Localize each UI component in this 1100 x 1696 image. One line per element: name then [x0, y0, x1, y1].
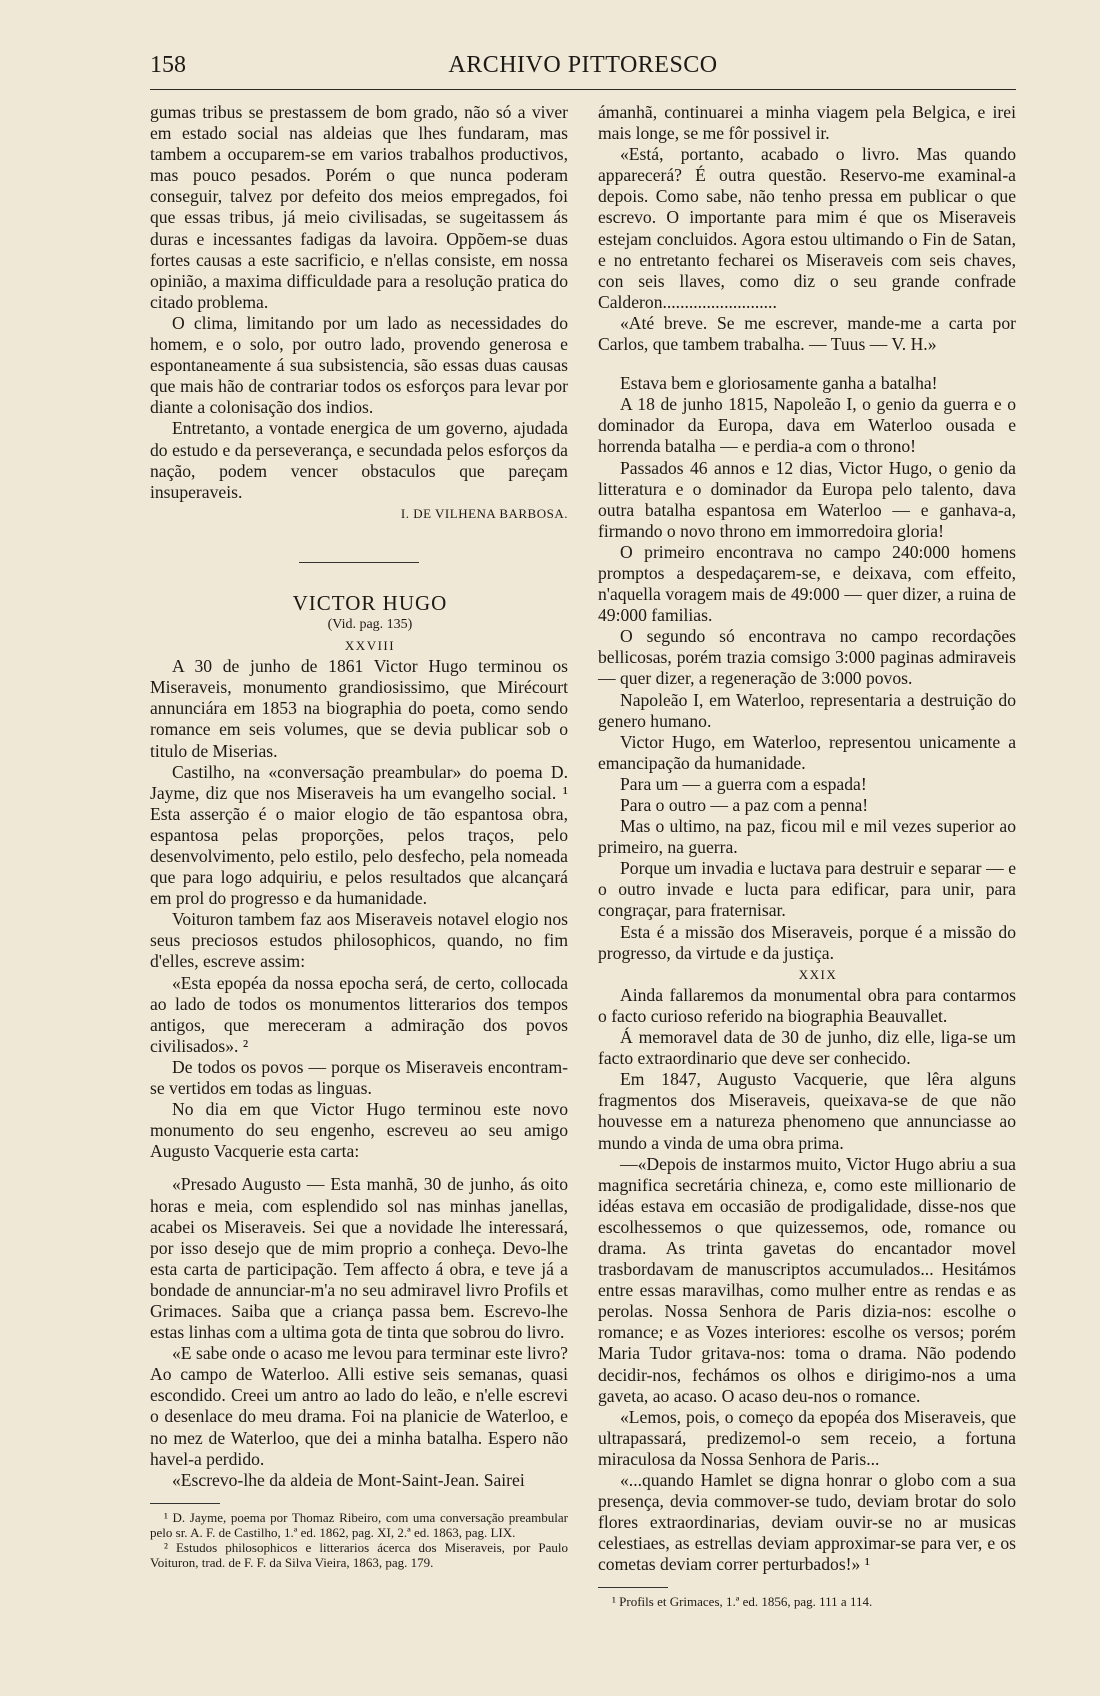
paragraph: Ainda fallaremos da monumental obra para contarmos o facto curioso referido na biographia Beauvallet. [598, 984, 1016, 1026]
paragraph: Victor Hugo, em Waterloo, representou unicamente a emancipação da humanidade. [598, 731, 1016, 773]
letter-paragraph: «E sabe onde o acaso me levou para terminar este livro? Ao campo de Waterloo. Alli estive seis semanas, quasi escondido. Creei um antro ao lado do leão, e n'elle escrevi o desenlace do meu drama. Foi na planicie de Waterloo, e no mez de Waterloo, que dei a minha batalha. Espero não havel-a perdido. [150, 1343, 568, 1469]
footnote: ¹ D. Jayme, poema por Thomaz Ribeiro, com uma conversação preambular pelo sr. A. F. de Castilho, 1.ª ed. 1862, pag. XI, 2.ª ed. 1863, pag. LIX. [150, 1509, 568, 1540]
letter-paragraph: «Está, portanto, acabado o livro. Mas quando apparecerá? É outra questão. Reservo-me examinal-a depois. Como sabe, não tenho pressa em publicar o que escrevo. O importante para mim é que os Miseraveis estejam concluidos. Agora estou ultimando o Fin de Satan, e no entretanto fecharei os Miseraveis com seis chaves, con seis llaves, como diz o seu grande confrade Calderon.......................... [598, 144, 1016, 312]
paragraph: No dia em que Victor Hugo terminou este novo monumento do seu engenho, escreveu ao seu amigo Augusto Vacquerie esta carta: [150, 1099, 568, 1162]
paragraph: Mas o ultimo, na paz, ficou mil e mil vezes superior ao primeiro, na guerra. [598, 816, 1016, 858]
journal-title: ARCHIVO PITTORESCO [448, 52, 718, 78]
paragraph: De todos os povos — porque os Miseraveis encontram-se vertidos em todas as linguas. [150, 1056, 568, 1099]
paragraph: Voituron tambem faz aos Miseraveis notavel elogio nos seus preciosos estudos philosophicos, quando, no fim d'elles, escreve assim: [150, 909, 568, 972]
paragraph: Para um — a guerra com a espada! [620, 773, 867, 794]
paragraph: «Esta epopéa da nossa epocha será, de certo, collocada ao lado de todos os monumentos litterarios dos tempos antigos, que mereceram a admiração dos povos civilisados». ² [150, 972, 568, 1056]
paragraph: O primeiro encontrava no campo 240:000 homens promptos a despedaçarem-se, e deixava, com effeito, n'aquella voragem mais de 49:000 — quer dizer, a ruina de 49:000 familias. [598, 541, 1016, 626]
paragraph: O clima, limitando por um lado as necessidades do homem, e o solo, por outro lado, provendo generosa e espontaneamente á sua subsistencia, são essas duas causas que mais hão de contrariar todos os esforços para levar por diante a colonisação dos indios. [150, 312, 568, 418]
chapter-number: XXIX [798, 966, 838, 982]
paragraph: O segundo só encontrava no campo recordações bellicosas, porém trazia comsigo 3:000 paginas admiraveis — quer dizer, a regeneração de 3:000 povos. [598, 626, 1016, 689]
paragraph: Esta é a missão dos Miseraveis, porque é a missão do progresso, da virtude e da justiça. [598, 921, 1016, 963]
chapter-number: XXVIII [344, 638, 396, 654]
paragraph: «...quando Hamlet se digna honrar o globo com a sua presença, devia commover-se tudo, deviam brotar do solo flores extraordinarias, deviam ouvir-se no ar musicas celestiaes, as estrellas deviam approximar-se para ver, e os cometas deviam correr perturbados!» ¹ [598, 1470, 1016, 1575]
right-column [598, 102, 1016, 1609]
paragraph: Passados 46 annos e 12 dias, Victor Hugo, o genio da litteratura e o dominador da Europa pelo talento, dava outra batalha espantosa em Waterloo — e ganhava-a, firmando o novo throno em immorredoira gloria! [598, 457, 1016, 541]
section-reference: (Vid. pag. 135) [327, 616, 413, 632]
paragraph: Entretanto, a vontade energica de um governo, ajudada do estudo e da perseverança, e secundada pelos esforços da nação, podem vencer obstaculos que pareçam insuperaveis. [150, 418, 568, 502]
footnote-divider [598, 1587, 668, 1588]
footnote: ² Estudos philosophicos e litterarios ácerca dos Miseraveis, por Paulo Voituron, trad. de F. F. da Silva Vieira, 1863, pag. 179. [150, 1539, 568, 1570]
paragraph: Para o outro — a paz com a penna! [620, 795, 869, 815]
paragraph: —«Depois de instarmos muito, Victor Hugo abriu a sua magnifica secretária chineza, e, como este millionario de idéas estava em occasião de prodigalidade, disse-nos que escolhessemos o que quizessemos, ode, romance ou drama. As trinta gavetas do encantador movel trasbordavam de manuscriptos accumulados... Hesitámos entre essas maravilhas, como mulher entre as rendas e as perolas. Nossa Senhora de Paris dizia-nos: escolhe o romance; e as Vozes interiores: escolhe os versos; porém Maria Tudor gritava-nos: toma o drama. Não podendo decidir-nos, fechámos os olhos e dirigimo-nos a uma gaveta, ao acaso. O acaso deu-nos o romance. [598, 1153, 1016, 1406]
footnote: ¹ Profils et Grimaces, 1.ª ed. 1856, pag. 111 a 114. [612, 1594, 873, 1610]
letter-paragraph: ámanhã, continuarei a minha viagem pela Belgica, e irei mais longe, se me fôr possivel ir. [598, 102, 1016, 144]
letter-paragraph: «Presado Augusto — Esta manhã, 30 de junho, ás oito horas e meia, com esplendido sol nas minhas janellas, acabei os Miseraveis. Sei que a novidade lhe interessará, por isso desejo que de mim proprio a conheça. Devo-lhe esta carta de participação. Tem affecto á obra, e teve já a bondade de annunciar-m'a no seu admiravel livro Profils et Grimaces. Saiba que a criança passa bem. Escrevo-lhe estas linhas com a ultima gota de tinta que sobrou do livro. [150, 1174, 568, 1343]
paragraph: Castilho, na «conversação preambular» do poema D. Jayme, diz que nos Miseraveis ha um evangelho social. ¹ Esta asserção é o maior elogio de tão espantosa obra, espantosa pelas proporções, pelos traços, pelo desenvolvimento, pelo estilo, pelo desfecho, pela nomeada que para logo adquiriu, e pelos resultados que alcançará em prol do progresso e da humanidade. [150, 761, 568, 909]
page-number: 158 [150, 52, 186, 78]
left-column [150, 102, 568, 1609]
letter-paragraph: «Escrevo-lhe da aldeia de Mont-Saint-Jean. Sairei [172, 1469, 525, 1490]
paragraph: Napoleão I, em Waterloo, representaria a destruição do genero humano. [598, 689, 1016, 731]
paragraph: Em 1847, Augusto Vacquerie, que lêra alguns fragmentos dos Miseraveis, queixava-se de que não houvesse em a natureza phenomeno que annunciasse ao mundo a vinda de uma obra prima. [598, 1069, 1016, 1153]
paragraph: A 30 de junho de 1861 Victor Hugo terminou os Miseraveis, monumento grandiosissimo, que Mirécourt annunciára em 1853 na biographia do poeta, como sendo romance em seis volumes, que se devia publicar sob o titulo de Miserias. [150, 656, 568, 761]
paragraph: Estava bem e gloriosamente ganha a batalha! [620, 373, 938, 394]
letter-paragraph: «Até breve. Se me escrever, mande-me a carta por Carlos, que tambem trabalha. — Tuus — V. H.» [598, 312, 1016, 355]
footnotes [150, 1510, 568, 1570]
paragraph: A 18 de junho 1815, Napoleão I, o genio da guerra e o dominador da Europa, dava em Waterloo ousada e horrenda batalha — e perdia-a com o throno! [598, 394, 1016, 457]
footnotes [598, 1594, 1016, 1609]
author-signature: I. DE VILHENA BARBOSA. [400, 505, 568, 521]
paragraph: gumas tribus se prestassem de bom grado, não só a viver em estado social nas aldeias que lhes fundaram, mas tambem a occuparem-se em varios trabalhos productivos, mas pouco pesados. Porém o que nunca poderam conseguir, talvez por defeito dos meios empregados, foi que essas tribus, já meio civilisadas, se sugeitassem ás duras e incessantes fadigas da lavoira. Oppõem-se duas fortes causas a este sacrificio, e n'ellas consiste, em nossa opinião, a maxima difficuldade para a resolução pratica do citado problema. [150, 102, 568, 312]
paragraph: «Lemos, pois, o começo da epopéa dos Miseraveis, que ultrapassará, predizemol-o sem receio, a fortuna miraculosa da Nossa Senhora de Paris... [598, 1406, 1016, 1469]
page-header [150, 52, 1016, 90]
section-divider [299, 562, 419, 563]
section-title: VICTOR HUGO [292, 590, 448, 615]
paragraph: Porque um invadia e luctava para destruir e separar — e o outro invade e lucta para edificar, para unir, para congraçar, para fraternisar. [598, 858, 1016, 921]
paragraph: Á memoravel data de 30 de junho, diz elle, liga-se um facto extraordinario que deve ser conhecido. [598, 1027, 1016, 1069]
footnote-divider [150, 1503, 220, 1504]
